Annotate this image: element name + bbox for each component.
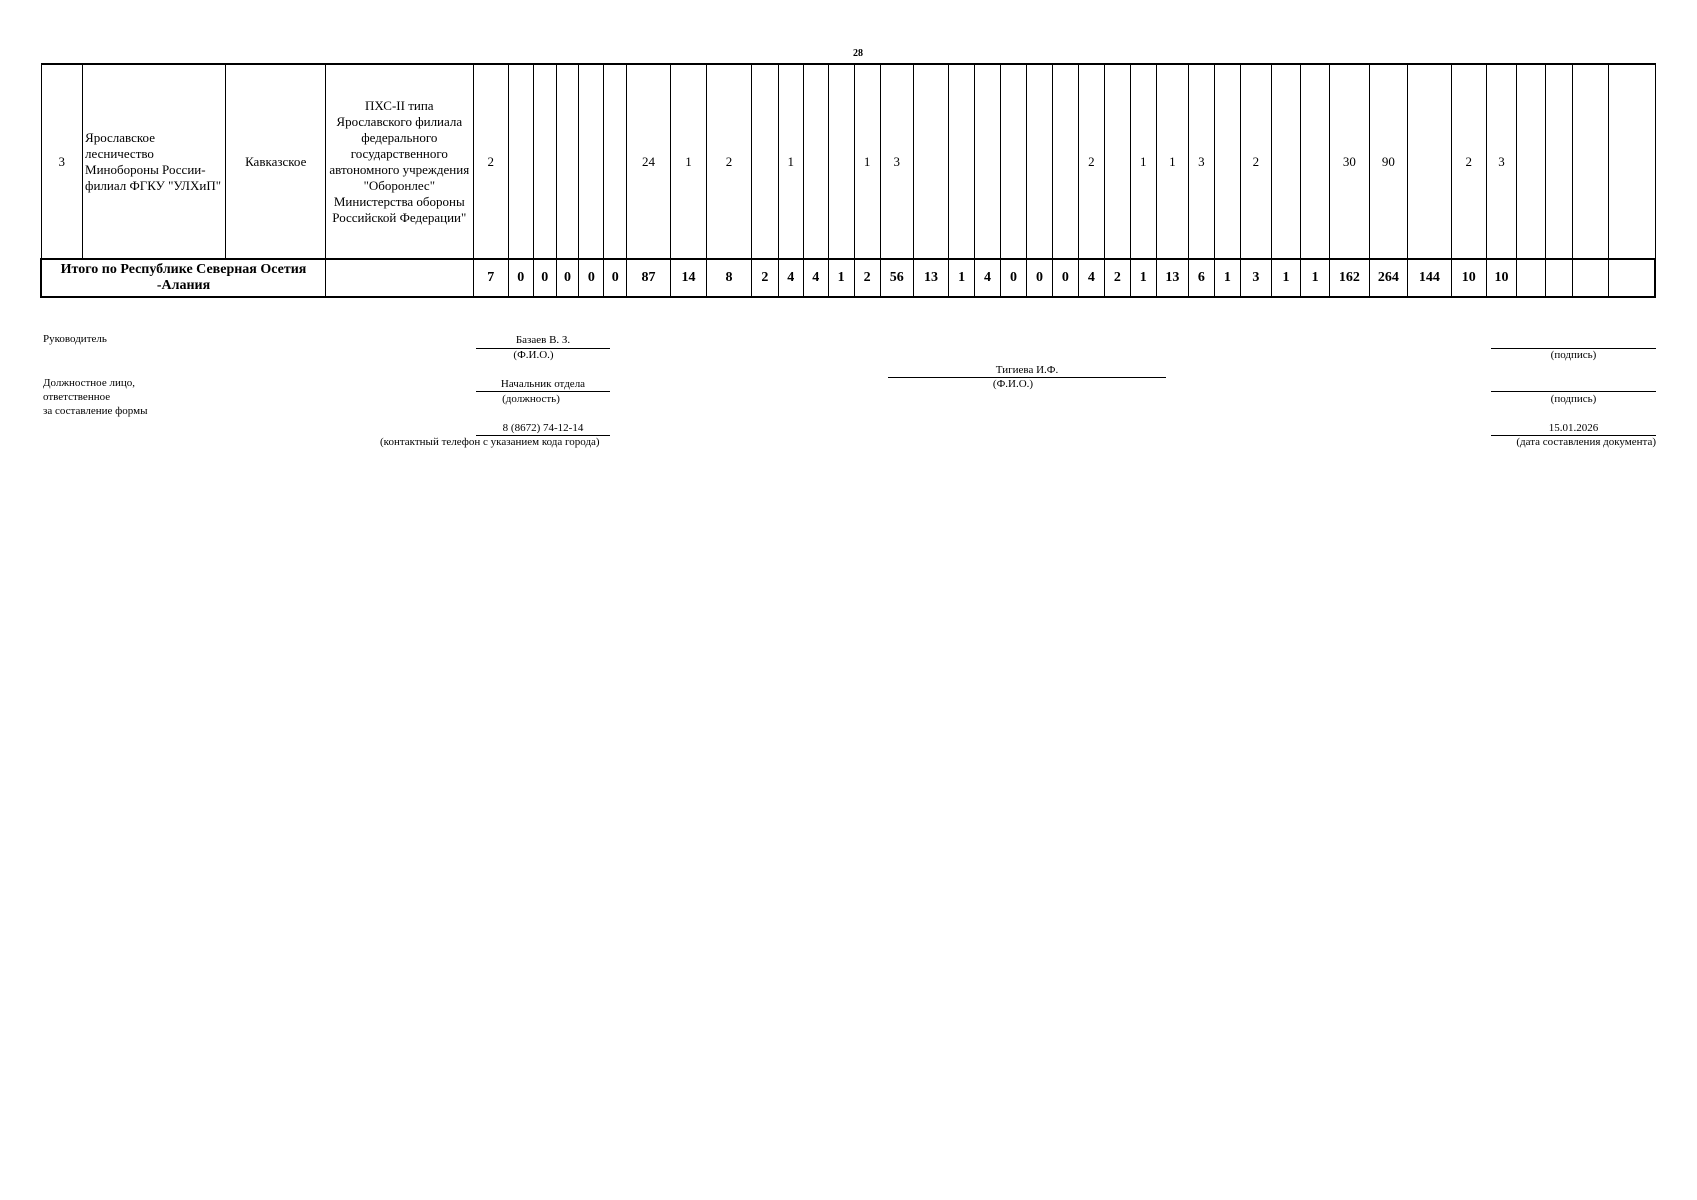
total-cell: 3 xyxy=(1240,259,1271,297)
total-cell: 4 xyxy=(975,259,1001,297)
value-cell xyxy=(1408,64,1452,259)
value-cell: 1 xyxy=(1130,64,1156,259)
official-signature-caption: (подпись) xyxy=(1550,393,1597,405)
forestry-name: Ярославское лесничество Минобороны России- филиал ФГКУ "УЛХиП" xyxy=(83,64,226,259)
value-cell: 1 xyxy=(670,64,706,259)
value-cell xyxy=(1609,64,1655,259)
total-cell: 2 xyxy=(751,259,778,297)
total-cell: 0 xyxy=(604,259,627,297)
total-cell: 7 xyxy=(473,259,508,297)
total-cell: 2 xyxy=(854,259,880,297)
value-cell xyxy=(1214,64,1240,259)
value-cell: 90 xyxy=(1369,64,1407,259)
region-name: Кавказское xyxy=(226,64,326,259)
value-cell: 24 xyxy=(627,64,671,259)
total-cell: 4 xyxy=(803,259,828,297)
value-cell: 2 xyxy=(1451,64,1486,259)
report-table xyxy=(40,63,1656,298)
value-cell xyxy=(1272,64,1301,259)
total-cell: 10 xyxy=(1486,259,1516,297)
total-cell: 13 xyxy=(1156,259,1188,297)
head-label: Руководитель xyxy=(43,333,107,345)
total-cell: 0 xyxy=(579,259,604,297)
value-cell xyxy=(975,64,1001,259)
value-cell xyxy=(556,64,579,259)
row-number: 3 xyxy=(41,64,83,259)
value-cell xyxy=(1517,64,1546,259)
total-cell: 144 xyxy=(1408,259,1452,297)
total-cell: 0 xyxy=(1001,259,1027,297)
total-cell: 10 xyxy=(1451,259,1486,297)
total-cell xyxy=(1517,259,1546,297)
total-label: Итого по Республике Северная Осетия -Алания xyxy=(41,259,326,297)
total-cell: 0 xyxy=(556,259,579,297)
value-cell: 3 xyxy=(1188,64,1214,259)
value-cell xyxy=(533,64,556,259)
contact-phone: 8 (8672) 74-12-14 xyxy=(502,422,584,434)
value-cell: 30 xyxy=(1330,64,1369,259)
total-cell: 1 xyxy=(949,259,975,297)
official-position: Начальник отдела xyxy=(500,378,586,390)
total-cell: 1 xyxy=(1130,259,1156,297)
total-cell: 0 xyxy=(533,259,556,297)
page-number: 28 xyxy=(853,48,863,59)
total-cell: 162 xyxy=(1330,259,1369,297)
value-cell: 2 xyxy=(1240,64,1271,259)
total-cell: 6 xyxy=(1188,259,1214,297)
value-cell xyxy=(604,64,627,259)
total-cell: 264 xyxy=(1369,259,1407,297)
value-cell: 1 xyxy=(1156,64,1188,259)
head-fio-caption: (Ф.И.О.) xyxy=(513,349,554,361)
total-cell: 4 xyxy=(778,259,803,297)
total-cell: 56 xyxy=(880,259,913,297)
total-cell xyxy=(1573,259,1609,297)
official-label-1: Должностное лицо, xyxy=(43,377,135,389)
value-cell xyxy=(1001,64,1027,259)
total-cell: 1 xyxy=(1272,259,1301,297)
total-cell: 1 xyxy=(1214,259,1240,297)
value-cell xyxy=(803,64,828,259)
value-cell xyxy=(579,64,604,259)
total-cell: 14 xyxy=(670,259,706,297)
total-cell: 8 xyxy=(707,259,752,297)
position-caption: (должность) xyxy=(502,393,560,405)
total-cell: 1 xyxy=(1301,259,1330,297)
total-cell: 2 xyxy=(1104,259,1130,297)
document-date-caption: (дата составления документа) xyxy=(1516,436,1656,448)
official-label-2: ответственное xyxy=(43,391,111,403)
value-cell xyxy=(1301,64,1330,259)
total-cell: 1 xyxy=(828,259,854,297)
value-cell: 3 xyxy=(880,64,913,259)
official-position-line xyxy=(476,391,610,392)
value-cell: 3 xyxy=(1486,64,1516,259)
total-cell: 13 xyxy=(913,259,948,297)
head-name: Базаев В. З. xyxy=(515,334,571,346)
value-cell: 1 xyxy=(854,64,880,259)
total-cell: 4 xyxy=(1078,259,1104,297)
total-row xyxy=(41,259,1655,297)
official-label-3: за составление формы xyxy=(43,405,148,417)
value-cell: 2 xyxy=(473,64,508,259)
value-cell xyxy=(1052,64,1078,259)
total-cell xyxy=(1546,259,1573,297)
total-cell xyxy=(1609,259,1655,297)
value-cell xyxy=(508,64,533,259)
value-cell: 2 xyxy=(1078,64,1104,259)
value-cell xyxy=(1104,64,1130,259)
total-empty-cell xyxy=(326,259,473,297)
value-cell: 2 xyxy=(707,64,752,259)
value-cell xyxy=(949,64,975,259)
document-date: 15.01.2026 xyxy=(1548,422,1599,434)
value-cell xyxy=(751,64,778,259)
value-cell xyxy=(1026,64,1052,259)
value-cell xyxy=(1573,64,1609,259)
value-cell: 1 xyxy=(778,64,803,259)
total-cell: 0 xyxy=(1052,259,1078,297)
head-signature-caption: (подпись) xyxy=(1550,349,1597,361)
value-cell xyxy=(828,64,854,259)
total-cell: 0 xyxy=(1026,259,1052,297)
official-signature-line xyxy=(1491,391,1656,392)
official-fio-caption: (Ф.И.О.) xyxy=(992,378,1034,390)
official-name: Тигиева И.Ф. xyxy=(995,364,1059,376)
value-cell xyxy=(1546,64,1573,259)
total-cell: 0 xyxy=(508,259,533,297)
station-type: ПХС-II типа Ярославского филиала федерального государственного автономного учреждения "Оборонлес" Министерства обороны Российской Федерации" xyxy=(326,64,473,259)
total-cell: 87 xyxy=(627,259,671,297)
value-cell xyxy=(913,64,948,259)
table-row xyxy=(41,64,1655,259)
contact-phone-caption: (контактный телефон с указанием кода города) xyxy=(380,436,600,448)
